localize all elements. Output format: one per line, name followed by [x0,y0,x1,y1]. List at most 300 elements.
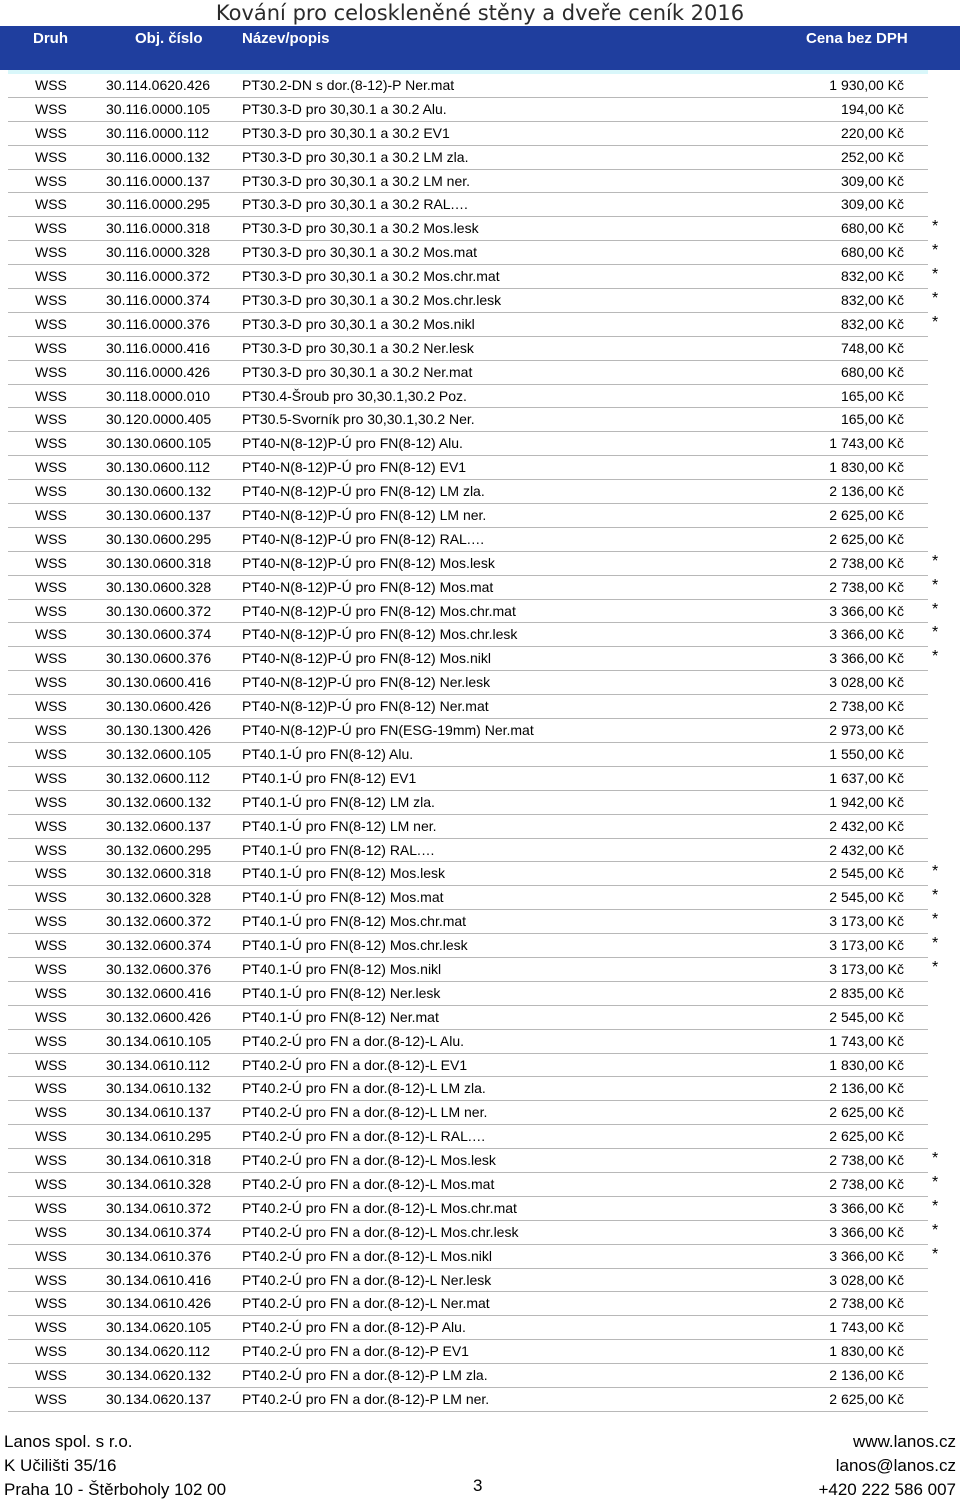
cell-druh: WSS [35,1128,67,1145]
table-body [8,74,939,1412]
cell-cena: 1 743,00 Kč [829,1032,904,1049]
cell-star-marker: * [932,313,939,331]
table-row [8,1077,928,1101]
header-obj-cislo: Obj. číslo [135,30,203,47]
cell-cena: 3 366,00 Kč [829,1247,904,1264]
cell-druh: WSS [35,817,67,834]
document-title: Kování pro celoskleněné stěny a dveře ceník 2016 [215,1,745,25]
cell-nazev: PT40.1-Ú pro FN(8-12) LM ner. [242,817,437,834]
cell-druh: WSS [35,1223,67,1240]
table-row [8,910,939,934]
table-row [8,528,928,552]
cell-druh: WSS [35,363,67,380]
cell-nazev: PT30.2-DN s dor.(8-12)-P Ner.mat [242,77,455,93]
cell-druh: WSS [35,1152,67,1169]
table-row [8,982,928,1006]
cell-obj-cislo: 30.116.0000.376 [106,315,211,332]
cell-nazev: PT40.2-Ú pro FN a dor.(8-12)-P LM zla. [242,1367,488,1384]
cell-nazev: PT40-N(8-12)P-Ú pro FN(ESG-19mm) Ner.mat [242,722,534,739]
cell-nazev: PT40.2-Ú pro FN a dor.(8-12)-L Alu. [242,1032,465,1049]
cell-obj-cislo: 30.130.0600.426 [106,698,212,715]
cell-cena: 1 637,00 Kč [829,769,904,786]
cell-nazev: PT40.1-Ú pro FN(8-12) Mos.mat [242,889,444,906]
cell-cena: 252,00 Kč [840,148,904,165]
table-row [8,1221,939,1245]
cell-nazev: PT30.3-D pro 30,30.1 a 30.2 Ner.mat [242,363,473,380]
table-row [8,1316,928,1340]
cell-druh: WSS [35,1319,67,1336]
cell-star-marker: * [932,624,939,642]
cell-druh: WSS [35,650,67,667]
cell-nazev: PT40.2-Ú pro FN a dor.(8-12)-L EV1 [242,1056,468,1073]
table-row [8,1101,928,1125]
cell-druh: WSS [35,100,67,117]
cell-obj-cislo: 30.130.0600.416 [106,674,212,691]
cell-obj-cislo: 30.134.0620.112 [106,1343,211,1360]
cell-nazev: PT30.3-D pro 30,30.1 a 30.2 Mos.lesk [242,220,479,237]
cell-obj-cislo: 30.134.0620.137 [106,1390,212,1407]
cell-cena: 2 625,00 Kč [829,1104,904,1121]
cell-cena: 2 738,00 Kč [829,554,904,571]
cell-cena: 3 366,00 Kč [829,626,904,643]
cell-druh: WSS [35,1271,67,1288]
cell-cena: 3 173,00 Kč [829,937,904,954]
table-row [8,839,928,863]
cell-cena: 2 545,00 Kč [829,889,904,906]
cell-nazev: PT30.3-D pro 30,30.1 a 30.2 Mos.mat [242,244,478,261]
cell-druh: WSS [35,578,67,595]
cell-obj-cislo: 30.132.0600.318 [106,865,212,882]
cell-cena: 832,00 Kč [840,315,904,332]
table-row [8,623,939,647]
cell-obj-cislo: 30.132.0600.112 [106,769,211,786]
cell-obj-cislo: 30.134.0610.426 [106,1295,212,1312]
cell-nazev: PT30.3-D pro 30,30.1 a 30.2 EV1 [242,124,450,141]
cell-nazev: PT40.1-Ú pro FN(8-12) Mos.lesk [242,865,446,882]
cell-obj-cislo: 30.134.0610.328 [106,1175,212,1192]
cell-druh: WSS [35,793,67,810]
cell-cena: 309,00 Kč [840,196,904,213]
table-row [8,1054,928,1078]
cell-obj-cislo: 30.130.0600.328 [106,578,212,595]
table-row [8,480,928,504]
cell-star-marker: * [932,1221,939,1239]
table-row [8,217,939,241]
cell-nazev: PT40.2-Ú pro FN a dor.(8-12)-L Mos.chr.lesk [242,1223,519,1240]
cell-star-marker: * [932,242,939,260]
cell-druh: WSS [35,984,67,1001]
cell-druh: WSS [35,841,67,858]
table-row [8,408,928,432]
cell-cena: 2 738,00 Kč [829,698,904,715]
cell-star-marker: * [932,552,939,570]
footer-company: Lanos spol. s r.o. [4,1432,133,1451]
cell-druh: WSS [35,315,67,332]
cell-cena: 2 738,00 Kč [829,1152,904,1169]
cell-obj-cislo: 30.132.0600.416 [106,984,212,1001]
cell-nazev: PT40-N(8-12)P-Ú pro FN(8-12) Mos.chr.mat [242,602,516,619]
cell-cena: 2 625,00 Kč [829,530,904,547]
cell-cena: 165,00 Kč [840,387,904,404]
cell-star-marker: * [932,648,939,666]
cell-obj-cislo: 30.132.0600.376 [106,960,212,977]
cell-druh: WSS [35,124,67,141]
cell-obj-cislo: 30.132.0600.374 [106,937,212,954]
cell-druh: WSS [35,507,67,524]
cell-cena: 1 743,00 Kč [829,435,904,452]
cell-obj-cislo: 30.130.0600.376 [106,650,212,667]
cell-cena: 680,00 Kč [840,363,904,380]
cell-obj-cislo: 30.134.0610.132 [106,1080,212,1097]
table-row [8,1197,939,1221]
cell-nazev: PT40-N(8-12)P-Ú pro FN(8-12) LM ner. [242,507,487,524]
cell-nazev: PT30.3-D pro 30,30.1 a 30.2 LM zla. [242,148,469,165]
cell-cena: 2 625,00 Kč [829,1128,904,1145]
table-row [8,361,928,385]
cell-nazev: PT30.3-D pro 30,30.1 a 30.2 Mos.nikl [242,315,475,332]
cell-obj-cislo: 30.132.0600.132 [106,793,212,810]
table-header [0,26,960,70]
cell-obj-cislo: 30.134.0610.295 [106,1128,212,1145]
cell-cena: 680,00 Kč [840,244,904,261]
cell-cena: 2 136,00 Kč [829,483,904,500]
cell-cena: 1 930,00 Kč [829,77,904,93]
cell-nazev: PT30.3-D pro 30,30.1 a 30.2 Ner.lesk [242,339,474,356]
cell-nazev: PT40-N(8-12)P-Ú pro FN(8-12) Ner.mat [242,698,489,715]
cell-cena: 2 625,00 Kč [829,507,904,524]
cell-nazev: PT30.3-D pro 30,30.1 a 30.2 Alu. [242,100,447,117]
cell-druh: WSS [35,1295,67,1312]
cell-star-marker: * [932,600,939,618]
cell-obj-cislo: 30.132.0600.426 [106,1008,212,1025]
cell-obj-cislo: 30.132.0600.372 [106,913,212,930]
cell-nazev: PT40-N(8-12)P-Ú pro FN(8-12) Mos.chr.lesk [242,626,518,643]
cell-obj-cislo: 30.130.0600.105 [106,435,212,452]
cell-obj-cislo: 30.134.0610.112 [106,1056,211,1073]
cell-cena: 680,00 Kč [840,220,904,237]
footer-web-link[interactable]: www.lanos.cz [853,1432,956,1451]
cell-star-marker: * [932,1245,939,1263]
cell-druh: WSS [35,77,67,93]
cell-cena: 1 830,00 Kč [829,1343,904,1360]
cell-obj-cislo: 30.114.0620.426 [106,77,211,93]
cell-nazev: PT40.2-Ú pro FN a dor.(8-12)-L Mos.nikl [242,1247,493,1264]
footer-email-link[interactable]: lanos@lanos.cz [835,1456,956,1475]
cell-nazev: PT40.2-Ú pro FN a dor.(8-12)-L LM ner. [242,1104,488,1121]
cell-druh: WSS [35,626,67,643]
table-row [8,1245,939,1269]
table-row [8,958,939,982]
cell-obj-cislo: 30.132.0600.137 [106,817,212,834]
header-nazev-popis: Název/popis [242,30,330,47]
cell-druh: WSS [35,244,67,261]
table-row [8,791,928,815]
cell-star-marker: * [932,218,939,236]
cell-nazev: PT40.1-Ú pro FN(8-12) Mos.nikl [242,960,442,977]
cell-obj-cislo: 30.130.0600.372 [106,602,212,619]
cell-cena: 3 028,00 Kč [829,674,904,691]
cell-star-marker: * [932,1173,939,1191]
footer-street: K Učilišti 35/16 [4,1456,117,1475]
table-row [8,719,928,743]
cell-star-marker: * [932,935,939,953]
cell-obj-cislo: 30.130.1300.426 [106,722,212,739]
cell-cena: 2 738,00 Kč [829,578,904,595]
cell-cena: 1 830,00 Kč [829,1056,904,1073]
cell-druh: WSS [35,769,67,786]
cell-druh: WSS [35,960,67,977]
cell-druh: WSS [35,1367,67,1384]
table-row [8,504,928,528]
cell-obj-cislo: 30.130.0600.112 [106,459,211,476]
cell-cena: 2 973,00 Kč [829,722,904,739]
cell-obj-cislo: 30.116.0000.328 [106,244,211,261]
table-row [8,146,928,170]
cell-cena: 2 738,00 Kč [829,1175,904,1192]
cell-nazev: PT30.3-D pro 30,30.1 a 30.2 RAL.… [242,196,469,213]
table-row [8,552,939,576]
cell-star-marker: * [932,863,939,881]
cell-cena: 1 743,00 Kč [829,1319,904,1336]
cell-cena: 220,00 Kč [840,124,904,141]
cell-nazev: PT30.5-Svorník pro 30,30.1,30.2 Ner. [242,411,475,428]
cell-druh: WSS [35,292,67,309]
table-row [8,695,928,719]
table-row [8,432,928,456]
table-row [8,576,939,600]
cell-nazev: PT40-N(8-12)P-Ú pro FN(8-12) Mos.lesk [242,554,495,571]
cell-druh: WSS [35,483,67,500]
cell-nazev: PT40-N(8-12)P-Ú pro FN(8-12) Ner.lesk [242,674,491,691]
cell-nazev: PT40-N(8-12)P-Ú pro FN(8-12) Mos.nikl [242,650,491,667]
cell-obj-cislo: 30.134.0610.105 [106,1032,212,1049]
cell-obj-cislo: 30.134.0610.374 [106,1223,212,1240]
cell-star-marker: * [932,887,939,905]
page-number: 3 [473,1476,483,1495]
cell-cena: 2 545,00 Kč [829,865,904,882]
cell-cena: 2 432,00 Kč [829,841,904,858]
cell-nazev: PT40.2-Ú pro FN a dor.(8-12)-L Ner.mat [242,1295,490,1312]
cell-nazev: PT40.2-Ú pro FN a dor.(8-12)-L Mos.lesk [242,1152,496,1169]
cell-obj-cislo: 30.116.0000.295 [106,196,211,213]
cell-druh: WSS [35,220,67,237]
table-row [8,170,928,194]
cell-druh: WSS [35,937,67,954]
table-row [8,1269,928,1293]
price-table [8,70,939,1416]
cell-cena: 3 366,00 Kč [829,1199,904,1216]
cell-nazev: PT40.1-Ú pro FN(8-12) Alu. [242,745,414,762]
cell-obj-cislo: 30.134.0620.105 [106,1319,212,1336]
cell-cena: 3 173,00 Kč [829,960,904,977]
table-row [8,193,928,217]
footer-city: Praha 10 - Štěrboholy 102 00 [4,1480,227,1499]
cell-druh: WSS [35,602,67,619]
table-row [8,1030,928,1054]
cell-star-marker: * [932,1197,939,1215]
cell-obj-cislo: 30.134.0620.132 [106,1367,212,1384]
cell-star-marker: * [932,290,939,308]
table-row [8,934,939,958]
cell-druh: WSS [35,435,67,452]
cell-obj-cislo: 30.120.0000.405 [106,411,212,428]
cell-nazev: PT40.2-Ú pro FN a dor.(8-12)-L LM zla. [242,1080,486,1097]
cell-druh: WSS [35,913,67,930]
table-row [8,600,939,624]
table-row [8,313,939,337]
table-row [8,1006,928,1030]
cell-nazev: PT40.2-Ú pro FN a dor.(8-12)-P LM ner. [242,1390,490,1407]
cell-obj-cislo: 30.132.0600.328 [106,889,212,906]
cell-cena: 3 366,00 Kč [829,1223,904,1240]
cell-cena: 309,00 Kč [840,172,904,189]
table-row [8,265,939,289]
cell-nazev: PT40.2-Ú pro FN a dor.(8-12)-L RAL.… [242,1128,486,1145]
cell-cena: 2 835,00 Kč [829,984,904,1001]
cell-obj-cislo: 30.116.0000.372 [106,268,211,285]
cell-druh: WSS [35,172,67,189]
cell-druh: WSS [35,889,67,906]
table-row [8,1340,928,1364]
cell-obj-cislo: 30.134.0610.318 [106,1152,212,1169]
cell-star-marker: * [932,576,939,594]
cell-druh: WSS [35,148,67,165]
table-row [8,743,928,767]
table-row [8,767,928,791]
table-row [8,337,928,361]
table-row [8,74,928,98]
cell-cena: 2 625,00 Kč [829,1390,904,1407]
cell-obj-cislo: 30.116.0000.374 [106,292,211,309]
cell-druh: WSS [35,530,67,547]
cell-nazev: PT40.1-Ú pro FN(8-12) Ner.lesk [242,984,441,1001]
cell-cena: 3 366,00 Kč [829,602,904,619]
table-row [8,385,928,409]
cell-nazev: PT30.3-D pro 30,30.1 a 30.2 Mos.chr.lesk [242,292,502,309]
table-row [8,98,928,122]
cell-druh: WSS [35,1008,67,1025]
cell-druh: WSS [35,865,67,882]
cell-cena: 3 173,00 Kč [829,913,904,930]
cell-obj-cislo: 30.118.0000.010 [106,387,211,404]
cell-nazev: PT40-N(8-12)P-Ú pro FN(8-12) RAL.… [242,530,485,547]
cell-obj-cislo: 30.134.0610.137 [106,1104,212,1121]
cell-obj-cislo: 30.116.0000.132 [106,148,211,165]
cell-star-marker: * [932,911,939,929]
cell-cena: 1 942,00 Kč [829,793,904,810]
cell-star-marker: * [932,958,939,976]
table-row [8,122,928,146]
cell-obj-cislo: 30.130.0600.132 [106,483,212,500]
cell-nazev: PT40.1-Ú pro FN(8-12) LM zla. [242,793,435,810]
cell-druh: WSS [35,698,67,715]
cell-obj-cislo: 30.116.0000.318 [106,220,211,237]
cell-druh: WSS [35,1343,67,1360]
cell-nazev: PT40.1-Ú pro FN(8-12) EV1 [242,769,417,786]
cell-nazev: PT40-N(8-12)P-Ú pro FN(8-12) Alu. [242,435,463,452]
table-row [8,862,939,886]
cell-obj-cislo: 30.130.0600.137 [106,507,212,524]
table-row [8,289,939,313]
cell-druh: WSS [35,722,67,739]
cell-cena: 2 545,00 Kč [829,1008,904,1025]
cell-nazev: PT40-N(8-12)P-Ú pro FN(8-12) Mos.mat [242,578,494,595]
cell-druh: WSS [35,268,67,285]
cell-obj-cislo: 30.130.0600.295 [106,530,212,547]
cell-nazev: PT40.1-Ú pro FN(8-12) Mos.chr.mat [242,913,467,930]
cell-cena: 194,00 Kč [840,100,904,117]
cell-nazev: PT40.2-Ú pro FN a dor.(8-12)-P EV1 [242,1343,469,1360]
cell-druh: WSS [35,1104,67,1121]
cell-cena: 2 738,00 Kč [829,1295,904,1312]
table-row [8,1173,939,1197]
cell-obj-cislo: 30.116.0000.105 [106,100,211,117]
table-row [8,456,928,480]
cell-druh: WSS [35,554,67,571]
cell-cena: 832,00 Kč [840,292,904,309]
cell-druh: WSS [35,459,67,476]
cell-obj-cislo: 30.132.0600.295 [106,841,212,858]
cell-cena: 165,00 Kč [840,411,904,428]
cell-druh: WSS [35,1247,67,1264]
cell-nazev: PT40.1-Ú pro FN(8-12) RAL.… [242,841,435,858]
cell-cena: 2 432,00 Kč [829,817,904,834]
cell-obj-cislo: 30.116.0000.137 [106,172,211,189]
header-druh: Druh [33,30,68,47]
cell-cena: 748,00 Kč [840,339,904,356]
cell-obj-cislo: 30.130.0600.318 [106,554,212,571]
cell-nazev: PT40.1-Ú pro FN(8-12) Mos.chr.lesk [242,937,468,954]
cell-nazev: PT40.1-Ú pro FN(8-12) Ner.mat [242,1008,439,1025]
cell-star-marker: * [932,1150,939,1168]
table-row [8,1125,928,1149]
cell-obj-cislo: 30.134.0610.376 [106,1247,212,1264]
cell-cena: 1 550,00 Kč [829,745,904,762]
page-footer [0,1430,960,1503]
cell-nazev: PT40.2-Ú pro FN a dor.(8-12)-L Mos.mat [242,1175,495,1192]
cell-nazev: PT40.2-Ú pro FN a dor.(8-12)-L Mos.chr.mat [242,1199,517,1216]
cell-nazev: PT30.3-D pro 30,30.1 a 30.2 LM ner. [242,172,471,189]
cell-nazev: PT40-N(8-12)P-Ú pro FN(8-12) LM zla. [242,483,485,500]
cell-cena: 2 136,00 Kč [829,1080,904,1097]
table-row [8,1364,928,1388]
cell-nazev: PT40.2-Ú pro FN a dor.(8-12)-L Ner.lesk [242,1271,492,1288]
cell-obj-cislo: 30.132.0600.105 [106,745,212,762]
table-row [8,815,928,839]
cell-obj-cislo: 30.134.0610.416 [106,1271,212,1288]
cell-cena: 3 028,00 Kč [829,1271,904,1288]
cell-druh: WSS [35,745,67,762]
cell-obj-cislo: 30.134.0610.372 [106,1199,212,1216]
cell-obj-cislo: 30.116.0000.112 [106,124,210,141]
cell-obj-cislo: 30.116.0000.426 [106,363,211,380]
cell-druh: WSS [35,1390,67,1407]
cell-druh: WSS [35,411,67,428]
cell-nazev: PT30.4-Šroub pro 30,30.1,30.2 Poz. [242,387,467,404]
cell-druh: WSS [35,674,67,691]
table-row [8,647,939,671]
cell-cena: 2 136,00 Kč [829,1367,904,1384]
cell-druh: WSS [35,387,67,404]
cell-druh: WSS [35,1056,67,1073]
cell-cena: 3 366,00 Kč [829,650,904,667]
cell-druh: WSS [35,339,67,356]
cell-druh: WSS [35,196,67,213]
cell-cena: 832,00 Kč [840,268,904,285]
cell-druh: WSS [35,1175,67,1192]
table-row [8,886,939,910]
table-row [8,241,939,265]
